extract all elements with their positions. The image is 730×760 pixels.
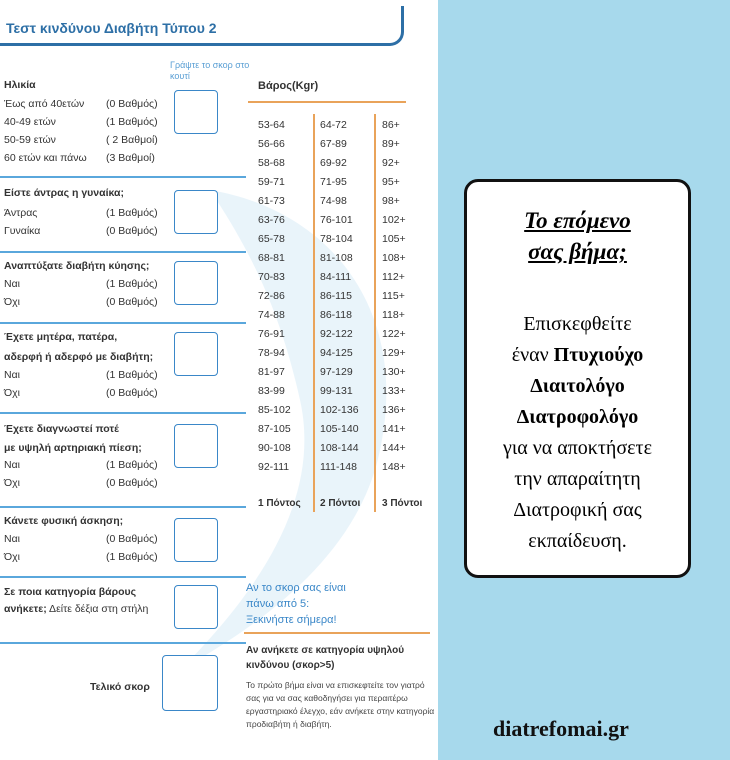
weight-cell: 115+	[382, 290, 405, 302]
score-box-gender[interactable]	[174, 190, 218, 234]
section-family	[0, 322, 246, 412]
weight-cell: 71-95	[320, 176, 347, 188]
weight-cell: 89+	[382, 138, 400, 150]
weight-cell: 105+	[382, 233, 406, 245]
weight-cell: 65-78	[258, 233, 285, 245]
high-risk-title: Αν ανήκετε σε κατηγορία υψηλού κινδύνου (σκορ>5)	[246, 645, 405, 671]
weight-cell: 97-129	[320, 366, 353, 378]
weight-cell: 67-89	[320, 138, 347, 150]
question-gestational: Αναπτύξατε διαβήτη κύησης;	[4, 260, 150, 272]
option-points: (3 Βαθμοί)	[106, 152, 155, 164]
score-box-weight[interactable]	[174, 585, 218, 629]
weight-footer-1: 1 Πόντος	[258, 498, 301, 509]
section-final-divider	[0, 642, 246, 644]
option-points: (1 Βαθμός)	[106, 278, 158, 290]
weight-cell: 98+	[382, 195, 400, 207]
question-age: Ηλικία	[4, 79, 36, 91]
weight-cell: 58-68	[258, 157, 285, 169]
weight-cell: 85-102	[258, 404, 291, 416]
page-title: Τεστ κινδύνου Διαβήτη Τύπου 2	[6, 20, 217, 36]
option-points: ( 2 Βαθμοί)	[106, 134, 158, 146]
question-exercise: Κάνετε φυσική άσκηση;	[4, 515, 124, 527]
weight-cell: 102+	[382, 214, 406, 226]
score-box-age[interactable]	[174, 90, 218, 134]
weight-cell: 76-91	[258, 328, 285, 340]
weight-cell: 78-94	[258, 347, 285, 359]
question-weight-line2: ανήκετε; Δείτε δέξια στη στήλη	[4, 603, 149, 615]
weight-cell: 90-108	[258, 442, 291, 454]
question-blood-pressure-line2: με υψηλή αρτηριακή πίεση;	[4, 442, 142, 454]
option-label: Όχι	[4, 296, 20, 308]
option-label: Όχι	[4, 551, 20, 563]
weight-cell: 84-111	[320, 271, 352, 283]
card-heading: Το επόμενο σας βήμα;	[524, 208, 631, 264]
weight-footer-3: 3 Πόντοι	[382, 498, 423, 509]
weight-cell: 72-86	[258, 290, 285, 302]
option-points: (0 Βαθμός)	[106, 387, 158, 399]
section-age	[0, 70, 246, 174]
score-box-exercise[interactable]	[174, 518, 218, 562]
weight-cell: 141+	[382, 423, 406, 435]
option-points: (1 Βαθμός)	[106, 116, 158, 128]
section-weight-category	[0, 576, 246, 642]
score-box-family[interactable]	[174, 332, 218, 376]
card-body: Επισκεφθείτε έναν Πτυχιούχο Διαιτολόγο Διατροφολόγο για να αποκτήσετε την απαραίτητη Διατροφική σας εκπαίδευση.	[503, 313, 652, 552]
question-blood-pressure: Έχετε διαγνωστεί ποτέ	[4, 423, 119, 435]
weight-cell: 87-105	[258, 423, 291, 435]
option-points: (1 Βαθμός)	[106, 207, 158, 219]
option-label: Γυναίκα	[4, 225, 41, 237]
weight-cell: 83-99	[258, 385, 285, 397]
option-label: Ναι	[4, 278, 20, 290]
section-divider	[0, 176, 246, 178]
weight-table-title: Βάρος(Kgr)	[258, 80, 319, 92]
section-exercise	[0, 506, 246, 578]
question-family: Έχετε μητέρα, πατέρα,	[4, 331, 118, 343]
high-risk-text: Το πρώτο βήμα είναι να επισκεφτείτε τον γιατρό σας για να σας καθοδηγήσει για περαιτέρω εργαστηριακό έλεγχο, εάν ανήκετε στην κατηγορία προδιαβήτη ή διαβήτη.	[246, 680, 435, 729]
option-label: 60 ετών και πάνω	[4, 152, 87, 164]
weight-cell: 63-76	[258, 214, 285, 226]
weight-cell: 92-122	[320, 328, 353, 340]
cta-text: Αν το σκορ σας είναι πάνω από 5:	[246, 582, 346, 610]
final-score-box[interactable]	[162, 655, 218, 711]
score-box-blood-pressure[interactable]	[174, 424, 218, 468]
cta-start-today: Ξεκινήστε σήμερα!	[246, 614, 337, 626]
weight-cell: 70-83	[258, 271, 285, 283]
section-divider	[0, 576, 246, 578]
weight-cell: 69-92	[320, 157, 347, 169]
question-weight: Σε ποια κατηγορία βάρους	[4, 586, 137, 598]
column-divider	[313, 114, 315, 512]
question-family-line2: αδερφή ή αδερφό με διαβήτη;	[4, 351, 154, 363]
weight-cell: 129+	[382, 347, 406, 359]
section-divider	[0, 642, 246, 644]
weight-cell: 148+	[382, 461, 406, 473]
option-label: Ναι	[4, 369, 20, 381]
column-divider	[374, 114, 376, 512]
weight-cell: 108+	[382, 252, 406, 264]
option-label: Άντρας	[4, 207, 38, 219]
weight-cell: 86+	[382, 119, 400, 131]
weight-cell: 118+	[382, 309, 405, 321]
weight-cell: 144+	[382, 442, 406, 454]
section-blood-pressure	[0, 412, 246, 507]
option-label: Ναι	[4, 533, 20, 545]
option-label: Ναι	[4, 459, 20, 471]
option-label: 40-49 ετών	[4, 116, 56, 128]
option-points: (1 Βαθμός)	[106, 459, 158, 471]
weight-cell: 92-111	[258, 461, 290, 473]
option-points: (1 Βαθμός)	[106, 551, 158, 563]
option-points: (0 Βαθμός)	[106, 296, 158, 308]
weight-cell: 105-140	[320, 423, 359, 435]
option-label: 50-59 ετών	[4, 134, 56, 146]
option-label: Έως από 40ετών	[4, 98, 85, 110]
weight-cell: 76-101	[320, 214, 353, 226]
section-divider	[0, 412, 246, 414]
weight-cell: 122+	[382, 328, 406, 340]
section-gestational	[0, 251, 246, 323]
option-points: (0 Βαθμός)	[106, 98, 158, 110]
write-hint: Γράψτε το σκορ στο κουτί	[170, 60, 250, 81]
weight-cell: 53-64	[258, 119, 285, 131]
question-gender: Είστε άντρας η γυναίκα;	[4, 187, 124, 199]
weight-cell: 94-125	[320, 347, 353, 359]
option-label: Όχι	[4, 387, 20, 399]
weight-cell: 68-81	[258, 252, 285, 264]
weight-cell: 99-131	[320, 385, 353, 397]
weight-cell: 112+	[382, 271, 405, 283]
section-gender	[0, 176, 246, 252]
weight-cell: 81-97	[258, 366, 285, 378]
section-divider	[0, 322, 246, 324]
option-points: (0 Βαθμός)	[106, 477, 158, 489]
weight-cell: 74-88	[258, 309, 285, 321]
weight-cell: 95+	[382, 176, 400, 188]
final-score-label: Τελικό σκορ	[90, 681, 150, 693]
weight-cell: 111-148	[320, 461, 357, 473]
weight-cell: 92+	[382, 157, 400, 169]
option-label: Όχι	[4, 477, 20, 489]
score-box-gestational[interactable]	[174, 261, 218, 305]
weight-table-rule	[248, 101, 406, 103]
cta-rule	[244, 632, 430, 634]
option-points: (1 Βαθμός)	[106, 369, 158, 381]
weight-cell: 130+	[382, 366, 406, 378]
weight-cell: 56-66	[258, 138, 285, 150]
weight-footer-2: 2 Πόντοι	[320, 498, 361, 509]
weight-cell: 136+	[382, 404, 406, 416]
weight-cell: 64-72	[320, 119, 347, 131]
weight-cell: 81-108	[320, 252, 353, 264]
weight-cell: 59-71	[258, 176, 285, 188]
weight-cell: 133+	[382, 385, 406, 397]
weight-cell: 61-73	[258, 195, 285, 207]
next-step-card	[464, 179, 691, 578]
weight-cell: 86-115	[320, 290, 352, 302]
weight-cell: 74-98	[320, 195, 347, 207]
option-points: (0 Βαθμός)	[106, 533, 158, 545]
weight-cell: 108-144	[320, 442, 359, 454]
website-link[interactable]: diatrefomai.gr	[493, 716, 629, 741]
option-points: (0 Βαθμός)	[106, 225, 158, 237]
weight-cell: 86-118	[320, 309, 352, 321]
section-divider	[0, 251, 246, 253]
weight-cell: 102-136	[320, 404, 359, 416]
section-divider	[0, 506, 246, 508]
weight-cell: 78-104	[320, 233, 353, 245]
